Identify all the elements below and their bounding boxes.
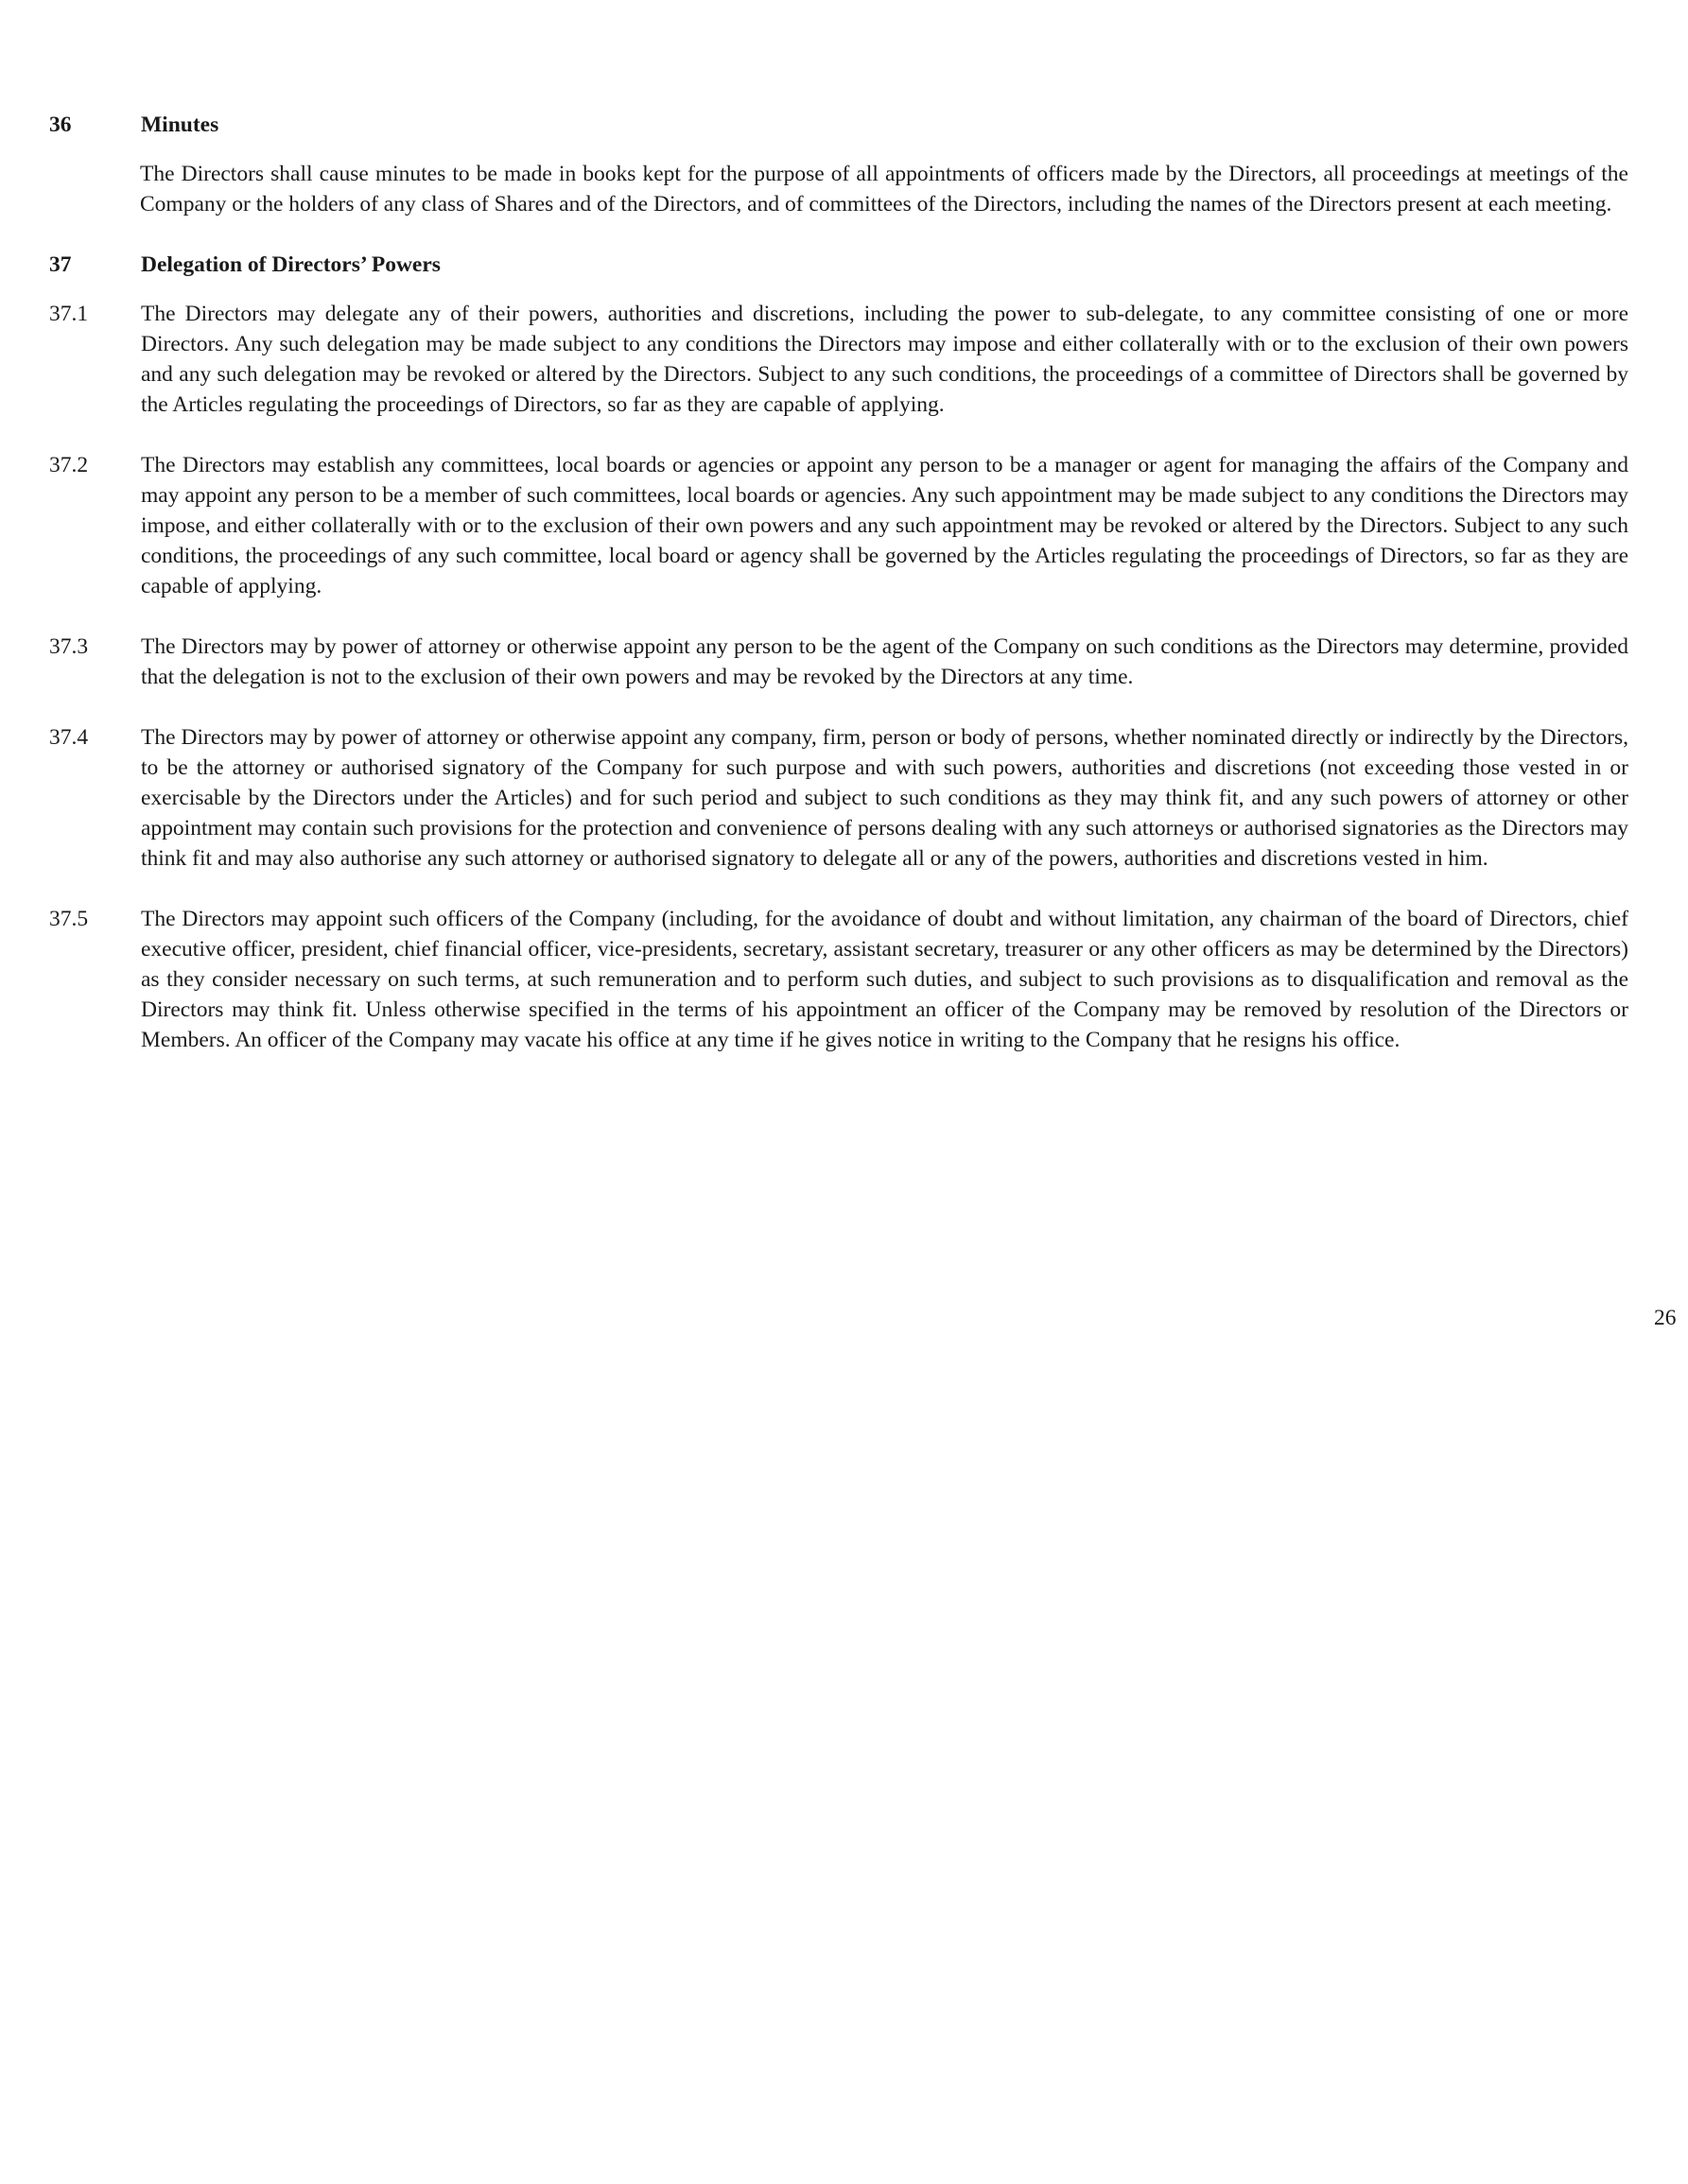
section-number: 37 — [49, 252, 72, 277]
clause-text: The Directors may appoint such officers of the Company (including, for the avoidance of doubt and without limitation, any chairman of the board of Directors, chief executive officer, president, chief financial officer, vice-presidents, secretary, assistant secretary, treasurer or any other officers as may be determined by the Directors) as they consider necessary on such terms, at such remuneration and to perform such duties, and subject to such provisions as to disqualification and removal as the Directors may think fit. Unless otherwise specified in the terms of his appointment an officer of the Company may be removed by resolution of the Directors or Members. An officer of the Company may vacate his office at any time if he gives notice in writing to the Company that he resigns his office. — [141, 907, 1628, 1052]
clause-number: 37.4 — [49, 725, 89, 750]
section-heading-36 — [49, 110, 1628, 140]
clause-number: 37.2 — [49, 453, 89, 477]
page-number: 26 — [1654, 1306, 1677, 1330]
document-page — [49, 110, 1677, 1330]
clause-37-1 — [49, 299, 1628, 420]
clause-number: 37.1 — [49, 302, 89, 326]
section-heading-37 — [49, 250, 1628, 280]
clause-37-3 — [49, 632, 1628, 692]
clause-37-5 — [49, 904, 1628, 1055]
clause-text: The Directors may establish any committees, local boards or agencies or appoint any person to be a manager or agent for managing the affairs of the Company and may appoint any person to be a member of such committees, local boards or agencies. Any such appointment may be made subject to any conditions the Directors may impose, and either collaterally with or to the exclusion of their own powers and any such appointment may be revoked or altered by the Directors. Subject to any such conditions, the proceedings of any such committee, local board or agency shall be governed by the Articles regulating the proceedings of Directors, so far as they are capable of applying. — [141, 453, 1628, 598]
clause-number: 37.3 — [49, 634, 89, 659]
clause-text: The Directors may by power of attorney or otherwise appoint any person to be the agent of the Company on such conditions as the Directors may determine, provided that the delegation is not to the exclusion of their own powers and may be revoked by the Directors at any time. — [141, 634, 1628, 689]
section-title: Minutes — [141, 113, 219, 137]
clause-text: The Directors may by power of attorney or otherwise appoint any company, firm, person or body of persons, whether nominated directly or indirectly by the Directors, to be the attorney or authorised signatory of the Company for such purpose and with such powers, authorities and discretions (not exceeding those vested in or exercisable by the Directors under the Articles) and for such period and subject to such conditions as they may think fit, and any such powers of attorney or other appointment may contain such provisions for the protection and convenience of persons dealing with any such attorneys or authorised signatories as the Directors may think fit and may also authorise any such attorney or authorised signatory to delegate all or any of the powers, authorities and discretions vested in him. — [141, 725, 1628, 871]
clause-37-4 — [49, 722, 1628, 874]
section-title: Delegation of Directors’ Powers — [141, 252, 441, 277]
section-number: 36 — [49, 113, 72, 137]
clause-text: The Directors may delegate any of their powers, authorities and discretions, including the power to sub-delegate, to any committee consisting of one or more Directors. Any such delegation may be made subject to any conditions the Directors may impose and either collaterally with or to the exclusion of their own powers and any such delegation may be revoked or altered by the Directors. Subject to any such conditions, the proceedings of a committee of Directors shall be governed by the Articles regulating the proceedings of Directors, so far as they are capable of applying. — [141, 302, 1628, 417]
clause-number: 37.5 — [49, 907, 89, 931]
section-body-36: The Directors shall cause minutes to be made in books kept for the purpose of all appointments of officers made by the Directors, all proceedings at meetings of the Company or the holders of any class of Shares and of the Directors, and of committees of the Directors, including the names of the Directors present at each meeting. — [140, 162, 1628, 217]
clause-37-2 — [49, 450, 1628, 601]
